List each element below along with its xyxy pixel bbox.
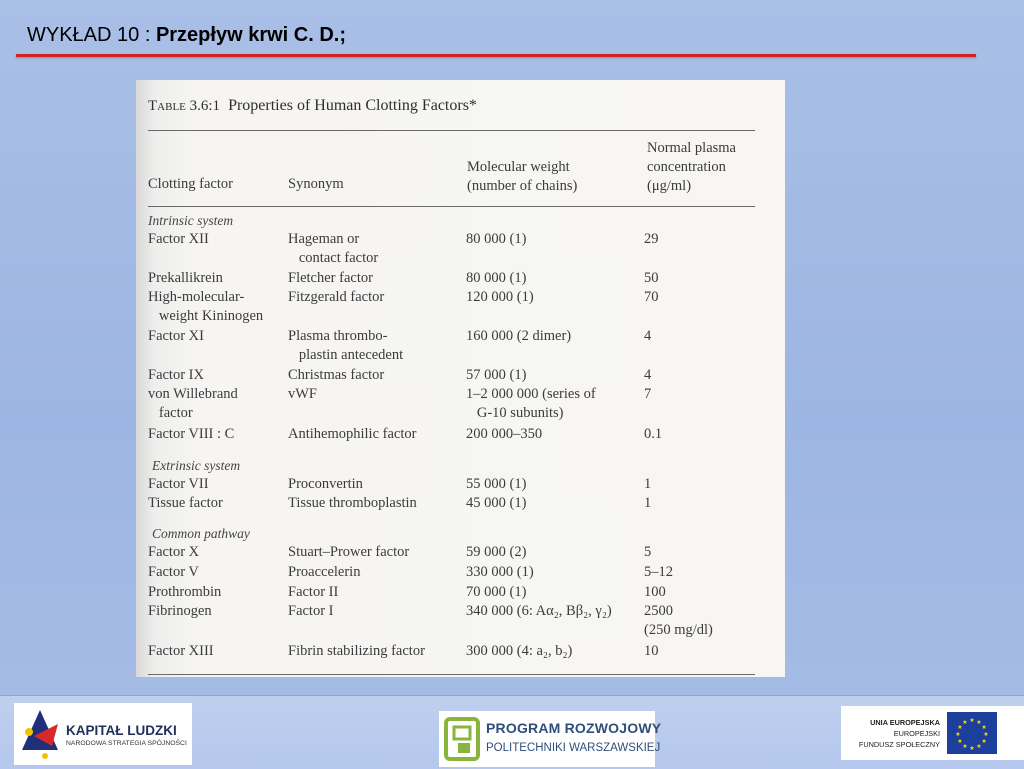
cell-synonym: Plasma thrombo- plastin antecedent (288, 328, 404, 363)
cell-synonym: Factor I (288, 603, 334, 619)
eu-star-icon: ★ (957, 725, 963, 731)
cell-factor: Prothrombin (148, 584, 222, 600)
kapital-ludzki-name: KAPITAŁ LUDZKI (66, 723, 177, 738)
table-top-rule (148, 130, 755, 131)
cell-factor: Factor VIII : C (148, 426, 235, 442)
program-title-line1: PROGRAM ROZWOJOWY (486, 720, 662, 736)
cell-synonym: Antihemophilic factor (288, 426, 417, 442)
kapital-ludzki-logo (14, 703, 192, 765)
header-synonym: Synonym (288, 176, 344, 192)
cell-synonym: Hageman or contact factor (288, 231, 379, 266)
cell-conc: 4 (644, 328, 652, 344)
table-header-rule (148, 206, 755, 207)
cell-synonym: Christmas factor (288, 367, 385, 383)
cell-synonym: Fletcher factor (288, 270, 373, 286)
section-common: Common pathway (152, 526, 250, 541)
title-underline (16, 54, 976, 57)
pw-emblem-icon (444, 717, 480, 761)
slide-title-bold: Przepływ krwi C. D.; (155, 24, 346, 46)
cell-weight: 120 000 (1) (466, 289, 534, 305)
cell-conc: 10 (644, 643, 659, 659)
section-extrinsic: Extrinsic system (152, 458, 241, 473)
header-clotting-factor: Clotting factor (148, 176, 233, 192)
eu-european-label: EUROPEJSKI (893, 729, 940, 738)
program-title-line2: POLITECHNIKI WARSZAWSKIEJ (486, 742, 661, 754)
cell-synonym: Proaccelerin (288, 564, 361, 580)
cell-conc: 5–12 (644, 564, 673, 580)
eu-star-icon: ★ (983, 732, 989, 738)
clotting-factors-table-image (136, 80, 785, 677)
cell-conc: 70 (644, 289, 659, 305)
table-bottom-rule (148, 674, 755, 675)
eu-star-icon: ★ (955, 732, 961, 738)
cell-weight: 55 000 (1) (466, 476, 527, 492)
cell-synonym: vWF (288, 386, 317, 402)
cell-weight: 200 000–350 (466, 426, 543, 442)
slide-title (27, 24, 346, 47)
cell-weight: 1–2 000 000 (series of G-10 subunits) (466, 386, 596, 421)
cell-conc: 1 (644, 476, 652, 492)
cell-weight: 59 000 (2) (466, 544, 527, 560)
header-weight-line1: Molecular weight (467, 159, 570, 175)
cell-weight: 330 000 (1) (466, 564, 534, 580)
cell-weight: 70 000 (1) (466, 584, 527, 600)
eu-star-icon: ★ (962, 719, 968, 726)
cell-weight: 57 000 (1) (466, 367, 527, 383)
cell-factor: von Willebrand factor (148, 386, 238, 421)
cell-factor: Factor VII (148, 476, 209, 492)
cell-factor: Factor IX (148, 367, 204, 383)
cell-factor: High-molecular- weight Kininogen (148, 289, 264, 324)
header-weight-line2: (number of chains) (467, 178, 578, 194)
cell-factor: Factor XI (148, 328, 204, 344)
cell-conc: 100 (644, 584, 666, 600)
eu-star-icon: ★ (981, 725, 987, 731)
eu-fund-logo (841, 706, 1024, 760)
cell-weight: 80 000 (1) (466, 231, 527, 247)
cell-conc: 0.1 (644, 426, 663, 442)
eu-star-icon: ★ (981, 739, 987, 745)
cell-factor: Factor V (148, 564, 199, 580)
cell-conc: 7 (644, 386, 652, 402)
cell-conc: 1 (644, 495, 652, 511)
cell-factor: Prekallikrein (148, 270, 223, 286)
eu-social-fund-label: FUNDUSZ SPOŁECZNY (858, 740, 940, 749)
cell-weight: 45 000 (1) (466, 495, 527, 511)
cell-factor: Factor XII (148, 231, 209, 247)
cell-weight: 80 000 (1) (466, 270, 527, 286)
cell-weight: 160 000 (2 dimer) (466, 328, 572, 344)
eu-star-icon: ★ (962, 744, 968, 751)
header-conc-line2: concentration (647, 159, 726, 175)
cell-synonym: Fitzgerald factor (288, 289, 385, 305)
section-intrinsic: Intrinsic system (148, 213, 234, 228)
eu-star-icon: ★ (969, 718, 975, 724)
program-rozwojowy-logo (439, 711, 662, 767)
eu-fund-text (859, 717, 940, 750)
eu-flag-icon (947, 712, 997, 754)
cell-factor: Tissue factor (148, 495, 223, 511)
table-caption (148, 97, 477, 115)
cell-synonym: Proconvertin (288, 476, 363, 492)
header-conc-line1: Normal plasma (647, 140, 736, 156)
cell-factor: Fibrinogen (148, 603, 212, 619)
cell-conc: 2500 (250 mg/dl) (644, 603, 713, 638)
eu-star-icon: ★ (957, 739, 963, 745)
eu-union-label: UNIA EUROPEJSKA (870, 718, 940, 727)
cell-conc: 5 (644, 544, 652, 560)
cell-factor: Factor XIII (148, 643, 214, 659)
cell-conc: 4 (644, 367, 652, 383)
table-number: Table 3.6:1 (148, 98, 221, 114)
table-title: Properties of Human Clotting Factors* (228, 97, 477, 114)
slide-title-prefix: WYKŁAD 10 : (27, 24, 156, 46)
header-conc-line3: (μg/ml) (647, 178, 692, 194)
kapital-ludzki-subtitle: NARODOWA STRATEGIA SPÓJNOŚCI (66, 740, 187, 747)
eu-star-icon: ★ (976, 719, 982, 726)
cell-factor: Factor X (148, 544, 200, 560)
kapital-ludzki-icon (18, 706, 62, 762)
cell-synonym: Fibrin stabilizing factor (288, 643, 425, 659)
eu-star-icon: ★ (969, 746, 975, 752)
cell-synonym: Stuart–Prower factor (288, 544, 410, 560)
cell-conc: 29 (644, 231, 659, 247)
cell-weight: 300 000 (4: a₂, b₂) (466, 643, 573, 659)
eu-star-icon: ★ (976, 744, 982, 751)
cell-synonym: Factor II (288, 584, 339, 600)
cell-conc: 50 (644, 270, 659, 286)
cell-weight: 340 000 (6: Aα₂, Bβ₂, γ₂) (466, 603, 612, 619)
cell-synonym: Tissue thromboplastin (288, 495, 417, 511)
